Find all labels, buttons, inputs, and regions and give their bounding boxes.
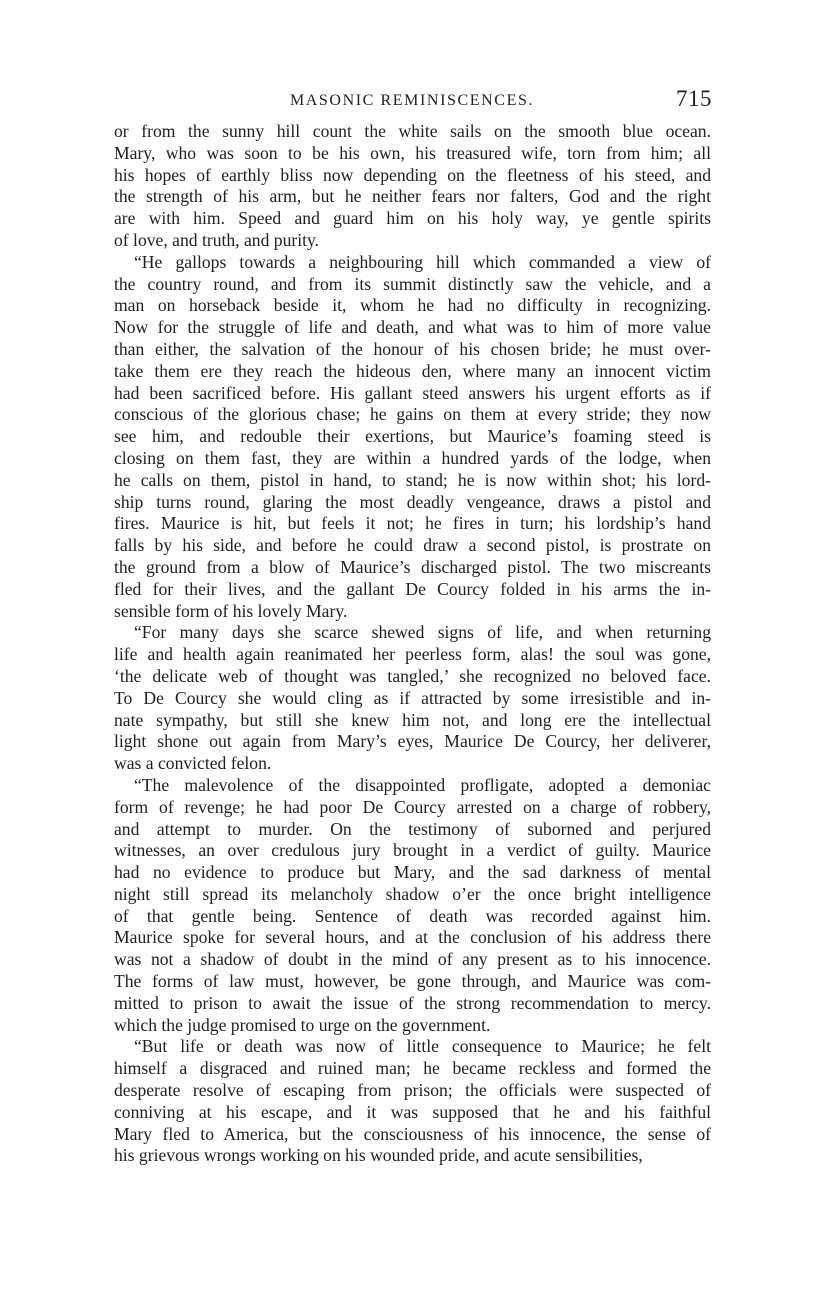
- text-line: Mary fled to America, but the consciousness of his innocence, the sense of: [114, 1123, 711, 1144]
- text-line: himself a disgraced and ruined man; he became reckless and formed the: [114, 1058, 711, 1079]
- text-line: closing on them fast, they are within a hundred yards of the lodge, when: [114, 447, 711, 468]
- text-line: the country round, and from its summit distinctly saw the vehicle, and a: [114, 273, 711, 294]
- text-line: of love, and truth, and purity.: [114, 229, 320, 250]
- text-line: which the judge promised to urge on the government.: [114, 1014, 491, 1035]
- text-line: are with him. Speed and guard him on his holy way, ye gentle spirits: [114, 208, 711, 229]
- text-line: “For many days she scarce shewed signs of life, and when returning: [134, 622, 711, 643]
- text-line: conscious of the glorious chase; he gains on them at every stride; they now: [114, 404, 711, 425]
- text-line: “He gallops towards a neighbouring hill which commanded a view of: [134, 251, 711, 272]
- text-line: mitted to prison to await the issue of the strong recommendation to mercy.: [114, 992, 711, 1013]
- text-line: than either, the salvation of the honour of his chosen bride; he must over-: [114, 338, 711, 359]
- text-line: desperate resolve of escaping from prison; the officials were suspected of: [114, 1080, 711, 1101]
- text-line: form of revenge; he had poor De Courcy arrested on a charge of robbery,: [114, 796, 711, 817]
- body-text: [114, 121, 711, 1167]
- text-line: the strength of his arm, but he neither fears nor falters, God and the right: [114, 186, 711, 207]
- text-line: fled for their lives, and the gallant De Courcy folded in his arms the in-: [114, 578, 711, 599]
- text-line: conniving at his escape, and it was supposed that he and his faithful: [114, 1101, 711, 1122]
- text-line: Mary, who was soon to be his own, his treasured wife, torn from him; all: [114, 142, 711, 163]
- page-header: [112, 86, 712, 116]
- text-line: witnesses, an over credulous jury brought in a verdict of guilty. Maurice: [114, 840, 711, 861]
- text-line: had no evidence to produce but Mary, and the sad darkness of mental: [114, 862, 711, 883]
- text-line: ship turns round, glaring the most deadly vengeance, draws a pistol and: [114, 491, 711, 512]
- text-line: of that gentle being. Sentence of death was recorded against him.: [114, 905, 711, 926]
- text-line: the ground from a blow of Maurice’s discharged pistol. The two miscreants: [114, 556, 711, 577]
- text-line: ‘the delicate web of thought was tangled,’ she recognized no beloved face.: [114, 665, 711, 686]
- page-number: 715: [676, 86, 712, 111]
- text-line: see him, and redouble their exertions, but Maurice’s foaming steed is: [114, 426, 711, 447]
- text-line: sensible form of his lovely Mary.: [114, 600, 348, 621]
- text-line: night still spread its melancholy shadow o’er the once bright intelligence: [114, 883, 711, 904]
- text-line: light shone out again from Mary’s eyes, Maurice De Courcy, her deliverer,: [114, 731, 711, 752]
- text-line: was a convicted felon.: [114, 753, 272, 774]
- text-line: Maurice spoke for several hours, and at the conclusion of his address there: [114, 927, 711, 948]
- text-line: To De Courcy she would cling as if attracted by some irresistible and in-: [114, 687, 711, 708]
- text-line: was not a shadow of doubt in the mind of any present as to his innocence.: [114, 949, 711, 970]
- text-line: “The malevolence of the disappointed profligate, adopted a demoniac: [134, 774, 711, 795]
- text-line: his hopes of earthly bliss now depending on the fleetness of his steed, and: [114, 164, 711, 185]
- text-line: take them ere they reach the hideous den, where many an innocent victim: [114, 360, 711, 381]
- text-line: had been sacrificed before. His gallant steed answers his urgent efforts as if: [114, 382, 711, 403]
- text-line: or from the sunny hill count the white sails on the smooth blue ocean.: [114, 121, 711, 141]
- text-line: his grievous wrongs working on his wounded pride, and acute sensibilities,: [114, 1145, 643, 1166]
- text-line: he calls on them, pistol in hand, to stand; he is now within shot; his lord-: [114, 469, 711, 490]
- text-line: Now for the struggle of life and death, and what was to him of more value: [114, 317, 711, 338]
- text-line: “But life or death was now of little consequence to Maurice; he felt: [134, 1036, 711, 1057]
- text-line: nate sympathy, but still she knew him not, and long ere the intellectual: [114, 709, 711, 730]
- text-line: life and health again reanimated her peerless form, alas! the soul was gone,: [114, 644, 711, 665]
- text-line: falls by his side, and before he could draw a second pistol, is prostrate on: [114, 535, 711, 556]
- text-line: fires. Maurice is hit, but feels it not; he fires in turn; his lordship’s hand: [114, 513, 711, 534]
- text-line: and attempt to murder. On the testimony of suborned and perjured: [114, 818, 711, 839]
- running-title: MASONIC REMINISCENCES.: [289, 92, 535, 109]
- text-line: man on horseback beside it, whom he had no difficulty in recognizing.: [114, 295, 711, 316]
- text-line: The forms of law must, however, be gone through, and Maurice was com-: [114, 971, 711, 992]
